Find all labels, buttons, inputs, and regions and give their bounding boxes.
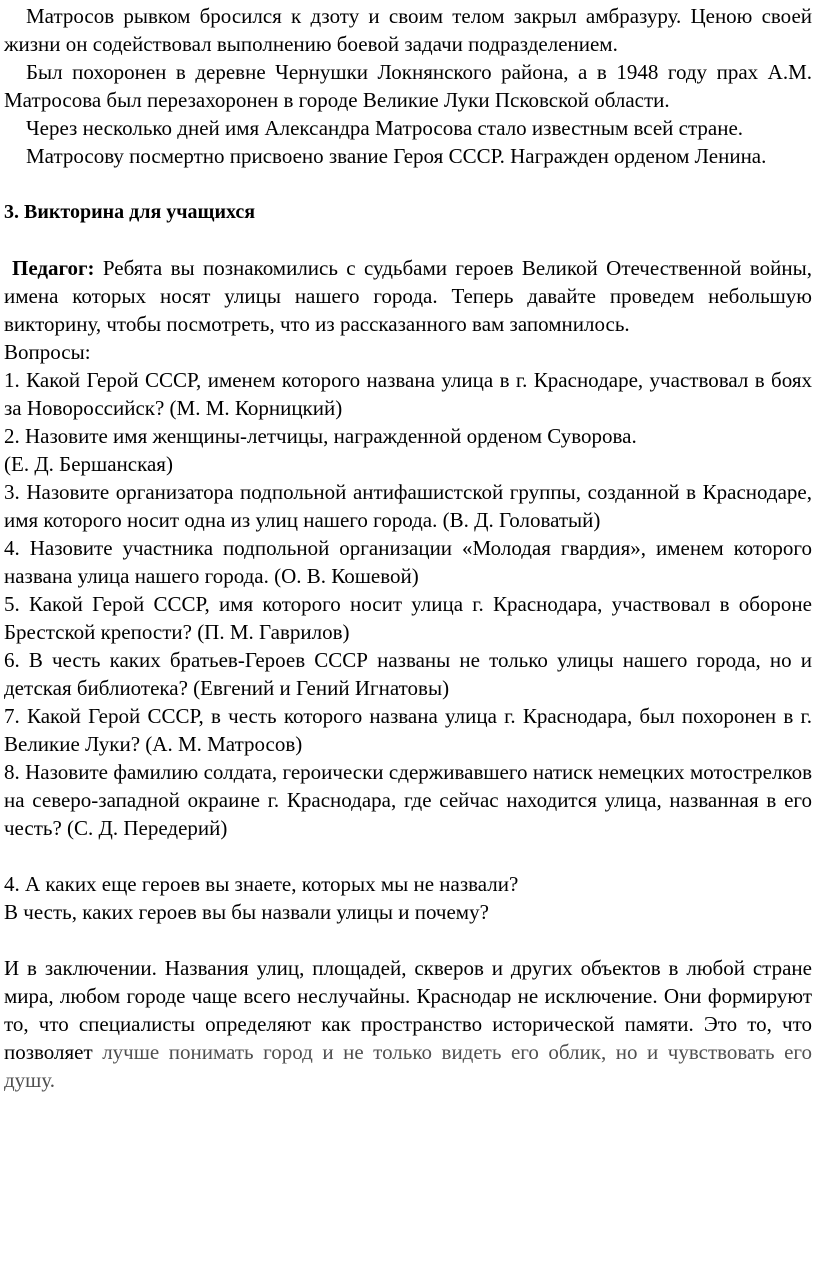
conclusion-main: И в заключении. Названия улиц, площадей, скверов и других объектов в любой стране мира, любом городе чаще всего неслучайны. Краснодар не исключение. Они формируют то, что специалисты определяют как пространство исторической памяти. Это то, что позволяет xyxy=(4,956,812,1064)
intro-paragraph-3: Через несколько дней имя Александра Матросова стало известным всей стране. xyxy=(26,116,744,140)
conclusion-paragraph xyxy=(4,954,812,1094)
question-4: 4. Назовите участника подпольной организации «Молодая гвардия», именем которого названа улица нашего города. (О. В. Кошевой) xyxy=(4,536,812,588)
intro-paragraph-1: Матросов рывком бросился к дзоту и своим телом закрыл амбразуру. Ценою своей жизни он содействовал выполнению боевой задачи подразделением. xyxy=(4,4,812,56)
question-8: 8. Назовите фамилию солдата, героически сдерживавшего натиск немецких мотострелков на северо-западной окраине г. Краснодара, где сейчас находится улица, названная в его честь? (С. Д. Передерий) xyxy=(4,760,812,840)
question-3: 3. Назовите организатора подпольной антифашистской группы, созданной в Краснодаре, имя которого носит одна из улиц нашего города. (В. Д. Головатый) xyxy=(4,480,812,532)
part4-line-1: 4. А каких еще героев вы знаете, которых мы не назвали? xyxy=(4,872,519,896)
question-2: 2. Назовите имя женщины-летчицы, награжденной орденом Суворова. xyxy=(4,424,637,448)
teacher-text: Ребята вы познакомились с судьбами героев Великой Отечественной войны, имена которых носят улицы нашего города. Теперь давайте проведем небольшую викторину, чтобы посмотреть, что из рассказанного вам запомнилось. xyxy=(4,256,812,336)
section-heading: 3. Викторина для учащихся xyxy=(4,201,256,223)
part4-line-2: В честь, каких героев вы бы назвали улицы и почему? xyxy=(4,900,489,924)
teacher-label: Педагог: xyxy=(12,256,95,280)
intro-paragraph-4: Матросову посмертно присвоено звание Героя СССР. Награжден орденом Ленина. xyxy=(26,144,767,168)
teacher-paragraph xyxy=(4,254,812,338)
question-7: 7. Какой Герой СССР, в честь которого названа улица г. Краснодара, был похоронен в г. Великие Луки? (А. М. Матросов) xyxy=(4,704,812,756)
question-6: 6. В честь каких братьев-Героев СССР названы не только улицы нашего города, но и детская библиотека? (Евгений и Гений Игнатовы) xyxy=(4,648,812,700)
questions-label: Вопросы: xyxy=(4,340,91,364)
conclusion-gray-tail: лучше понимать город и не только видеть его облик, но и чувствовать его душу. xyxy=(4,1040,812,1092)
question-5: 5. Какой Герой СССР, имя которого носит улица г. Краснодара, участвовал в обороне Брестской крепости? (П. М. Гаврилов) xyxy=(4,592,812,644)
intro-paragraph-2: Был похоронен в деревне Чернушки Локнянского района, а в 1948 году прах А.М. Матросова был перезахоронен в городе Великие Луки Псковской области. xyxy=(4,60,812,112)
question-1: 1. Какой Герой СССР, именем которого названа улица в г. Краснодаре, участвовал в боях за Новороссийск? (М. М. Корницкий) xyxy=(4,368,812,420)
question-2-answer: (Е. Д. Бершанская) xyxy=(4,452,173,476)
